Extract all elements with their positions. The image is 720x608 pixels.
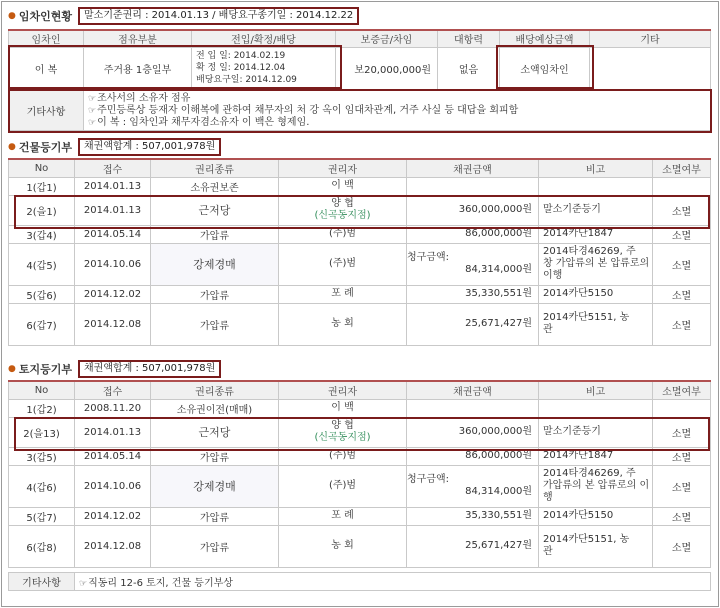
row-type: 근저당 [151, 195, 279, 225]
tenant-notes-label: 기타사항 [9, 91, 84, 131]
amount-value: 35,330,551원 [465, 288, 532, 299]
row-amount [407, 243, 539, 285]
building-header: No [9, 159, 75, 177]
amount-value: 25,671,427원 [465, 540, 532, 551]
land-header: 채권금액 [407, 381, 539, 399]
tenant-notes-content [84, 91, 711, 131]
row-no: 2(을13) [9, 417, 75, 447]
row-no: 1(갑1) [9, 177, 75, 195]
amount-value: 360,000,000원 [458, 204, 532, 215]
bullet-icon: ● [8, 142, 16, 152]
row-amount [407, 195, 539, 225]
row-status: 소멸 [653, 507, 711, 525]
tenant-notes [8, 90, 711, 131]
holder-name: 포 례 [331, 510, 354, 521]
holder-name: (주)범 [328, 480, 357, 491]
tenant-part: 주거용 1층일부 [84, 47, 192, 89]
building-section-title [8, 138, 221, 156]
row-holder [279, 465, 407, 507]
row-date: 2014.01.13 [75, 177, 151, 195]
tenant-header: 대항력 [438, 30, 500, 47]
row-no: 3(갑5) [9, 447, 75, 465]
land-header: 권리종류 [151, 381, 279, 399]
row-no: 3(갑4) [9, 225, 75, 243]
row-amount [407, 225, 539, 243]
holder-branch: (신곡동지점) [314, 210, 371, 221]
building-table [8, 158, 711, 346]
row-note [539, 525, 653, 567]
row-date: 2014.12.08 [75, 303, 151, 345]
note-text: 2014카단5150 [543, 510, 614, 521]
holder-name: (주)범 [328, 450, 357, 461]
building-header: 소멸여부 [653, 159, 711, 177]
table-row [9, 195, 711, 225]
pencil-icon: ☞ [88, 117, 97, 128]
row-no: 1(갑2) [9, 399, 75, 417]
holder-name: 이 백 [331, 402, 354, 413]
land-header: 접수 [75, 381, 151, 399]
row-type: 가압류 [151, 507, 279, 525]
table-row [9, 525, 711, 567]
building-highlight: 채권액합계 : 507,001,978원 [78, 138, 221, 156]
land-header: 비고 [539, 381, 653, 399]
tenant-header: 배당예상금액 [500, 30, 590, 47]
tenant-date-line: 확 정 일: 2014.12.04 [196, 63, 286, 73]
row-note [539, 447, 653, 465]
tenant-highlight: 말소기준권리 : 2014.01.13 / 배당요구종기일 : 2014.12.22 [78, 7, 359, 25]
amount-label: 청구금액: [407, 252, 450, 263]
note-text: 창 가압류의 본 압류로의 이행 [543, 258, 650, 281]
amount-value: 35,330,551원 [465, 510, 532, 521]
row-status: 소멸 [653, 447, 711, 465]
row-holder [279, 177, 407, 195]
tenant-section-title [8, 7, 359, 25]
amount-value: 86,000,000원 [465, 228, 532, 239]
row-note [539, 243, 653, 285]
holder-name: 이 백 [331, 180, 354, 191]
tenant-table [8, 29, 711, 90]
tenant-deposit: 보20,000,000원 [336, 47, 438, 89]
tenant-header: 기타 [590, 30, 711, 47]
building-title: 건물등기부 [18, 141, 72, 154]
land-notes-label: 기타사항 [9, 573, 75, 591]
table-row [9, 447, 711, 465]
row-holder [279, 303, 407, 345]
holder-name: 포 례 [331, 288, 354, 299]
row-note [539, 195, 653, 225]
land-notes [8, 572, 711, 591]
table-row [9, 417, 711, 447]
tenant-header: 보증금/차임 [336, 30, 438, 47]
row-amount [407, 525, 539, 567]
row-date: 2014.01.13 [75, 195, 151, 225]
amount-value: 25,671,427원 [465, 318, 532, 329]
holder-name: 농 회 [331, 540, 354, 551]
row-status: 소멸 [653, 417, 711, 447]
row-no: 2(을1) [9, 195, 75, 225]
bullet-icon: ● [8, 11, 16, 21]
tenant-name: 이 복 [9, 47, 84, 89]
table-row [9, 465, 711, 507]
table-row [9, 177, 711, 195]
row-amount [407, 303, 539, 345]
note-text: 2014카단1847 [543, 228, 614, 239]
row-no: 6(갑7) [9, 303, 75, 345]
row-date: 2014.12.02 [75, 285, 151, 303]
row-no: 4(갑5) [9, 243, 75, 285]
row-date: 2008.11.20 [75, 399, 151, 417]
building-header: 권리자 [279, 159, 407, 177]
row-type: 가압류 [151, 285, 279, 303]
note-text: 2014카단5151, 농 [543, 312, 630, 323]
row-note [539, 417, 653, 447]
amount-value: 360,000,000원 [458, 426, 532, 437]
note-text: 말소기준등기 [543, 204, 601, 215]
amount-value: 84,314,000원 [465, 486, 532, 497]
row-date: 2014.01.13 [75, 417, 151, 447]
note-text: 2014카단5150 [543, 288, 614, 299]
row-note [539, 303, 653, 345]
land-table [8, 380, 711, 568]
row-no: 5(갑7) [9, 507, 75, 525]
tenant-note: 조사서의 소유자 점유 [97, 92, 191, 104]
table-row [9, 285, 711, 303]
tenant-note: 주민등록상 등재자 이해복에 관하여 채무자의 처 강 옥이 임대차관계, 거주 사실 등 대답을 회피함 [97, 104, 519, 116]
row-type: 가압류 [151, 303, 279, 345]
row-date: 2014.10.06 [75, 465, 151, 507]
building-header: 접수 [75, 159, 151, 177]
row-date: 2014.12.08 [75, 525, 151, 567]
table-row [9, 243, 711, 285]
row-type: 가압류 [151, 525, 279, 567]
row-holder [279, 507, 407, 525]
tenant-etc [590, 47, 711, 89]
row-amount [407, 177, 539, 195]
row-status: 소멸 [653, 225, 711, 243]
row-type: 소유권이전(매매) [151, 399, 279, 417]
row-no: 5(갑6) [9, 285, 75, 303]
row-holder [279, 285, 407, 303]
table-row [9, 225, 711, 243]
row-amount [407, 465, 539, 507]
row-holder [279, 243, 407, 285]
land-title: 토지등기부 [18, 363, 72, 376]
building-header: 권리종류 [151, 159, 279, 177]
tenant-note: 이 복 : 임차인과 채무자겸소유자 이 백은 형제임. [97, 116, 310, 128]
land-header: 권리자 [279, 381, 407, 399]
land-note: 직동리 12-6 토지, 건물 등기부상 [88, 578, 233, 589]
building-header: 비고 [539, 159, 653, 177]
row-type: 소유권보존 [151, 177, 279, 195]
row-note [539, 225, 653, 243]
row-note [539, 465, 653, 507]
row-status: 소멸 [653, 285, 711, 303]
row-no: 6(갑8) [9, 525, 75, 567]
holder-name: 농 회 [331, 318, 354, 329]
tenant-title: 임차인현황 [18, 10, 72, 23]
holder-name: (주)범 [328, 258, 357, 269]
row-note [539, 285, 653, 303]
row-type: 강제경매 [151, 465, 279, 507]
tenant-expected: 소액임차인 [500, 47, 590, 89]
row-type: 강제경매 [151, 243, 279, 285]
row-note [539, 507, 653, 525]
row-date: 2014.10.06 [75, 243, 151, 285]
amount-value: 84,314,000원 [465, 264, 532, 275]
row-date: 2014.12.02 [75, 507, 151, 525]
tenant-opposition: 없음 [438, 47, 500, 89]
row-note [539, 399, 653, 417]
row-amount [407, 507, 539, 525]
row-holder [279, 417, 407, 447]
note-text: 관 [543, 546, 553, 557]
note-text: 2014카단1847 [543, 450, 614, 461]
table-row [9, 303, 711, 345]
row-holder [279, 525, 407, 567]
holder-name: 양 협 [331, 420, 354, 431]
row-type: 근저당 [151, 417, 279, 447]
amount-value: 86,000,000원 [465, 450, 532, 461]
building-header: 채권금액 [407, 159, 539, 177]
row-holder [279, 225, 407, 243]
row-status [653, 177, 711, 195]
tenant-header: 전입/확정/배당 [192, 30, 336, 47]
tenant-date-line: 배당요구일: 2014.12.09 [196, 75, 297, 85]
note-text: 2014타경46269, 주 [543, 468, 636, 479]
row-amount [407, 399, 539, 417]
holder-branch: (신곡동지점) [314, 432, 371, 443]
amount-label: 청구금액: [407, 474, 450, 485]
row-amount [407, 285, 539, 303]
tenant-date-line: 전 입 일: 2014.02.19 [196, 51, 286, 61]
row-note [539, 177, 653, 195]
row-status: 소멸 [653, 303, 711, 345]
row-amount [407, 417, 539, 447]
table-row [9, 399, 711, 417]
pencil-icon: ☞ [88, 93, 97, 104]
row-holder [279, 195, 407, 225]
tenant-dates [192, 47, 336, 89]
note-text: 말소기준등기 [543, 426, 601, 437]
row-holder [279, 447, 407, 465]
row-type: 가압류 [151, 447, 279, 465]
row-date: 2014.05.14 [75, 225, 151, 243]
table-row [9, 507, 711, 525]
tenant-header: 임차인 [9, 30, 84, 47]
note-text: 2014카단5151, 농 [543, 534, 630, 545]
land-header: No [9, 381, 75, 399]
row-type: 가압류 [151, 225, 279, 243]
note-text: 2014타경46269, 주 [543, 246, 636, 257]
bullet-icon: ● [8, 364, 16, 374]
row-status [653, 399, 711, 417]
note-text: 관 [543, 324, 553, 335]
row-status: 소멸 [653, 243, 711, 285]
note-text: 가압류의 본 압류로의 이행 [543, 480, 650, 503]
row-amount [407, 447, 539, 465]
row-holder [279, 399, 407, 417]
land-notes-content [75, 573, 711, 591]
land-highlight: 채권액합계 : 507,001,978원 [78, 360, 221, 378]
tenant-header: 점유부분 [84, 30, 192, 47]
row-date: 2014.05.14 [75, 447, 151, 465]
row-no: 4(갑6) [9, 465, 75, 507]
land-section-title [8, 360, 221, 378]
pencil-icon: ☞ [88, 105, 97, 116]
row-status: 소멸 [653, 465, 711, 507]
row-status: 소멸 [653, 525, 711, 567]
land-header: 소멸여부 [653, 381, 711, 399]
row-status: 소멸 [653, 195, 711, 225]
holder-name: 양 협 [331, 198, 354, 209]
holder-name: (주)범 [328, 228, 357, 239]
pencil-icon: ☞ [79, 579, 88, 589]
